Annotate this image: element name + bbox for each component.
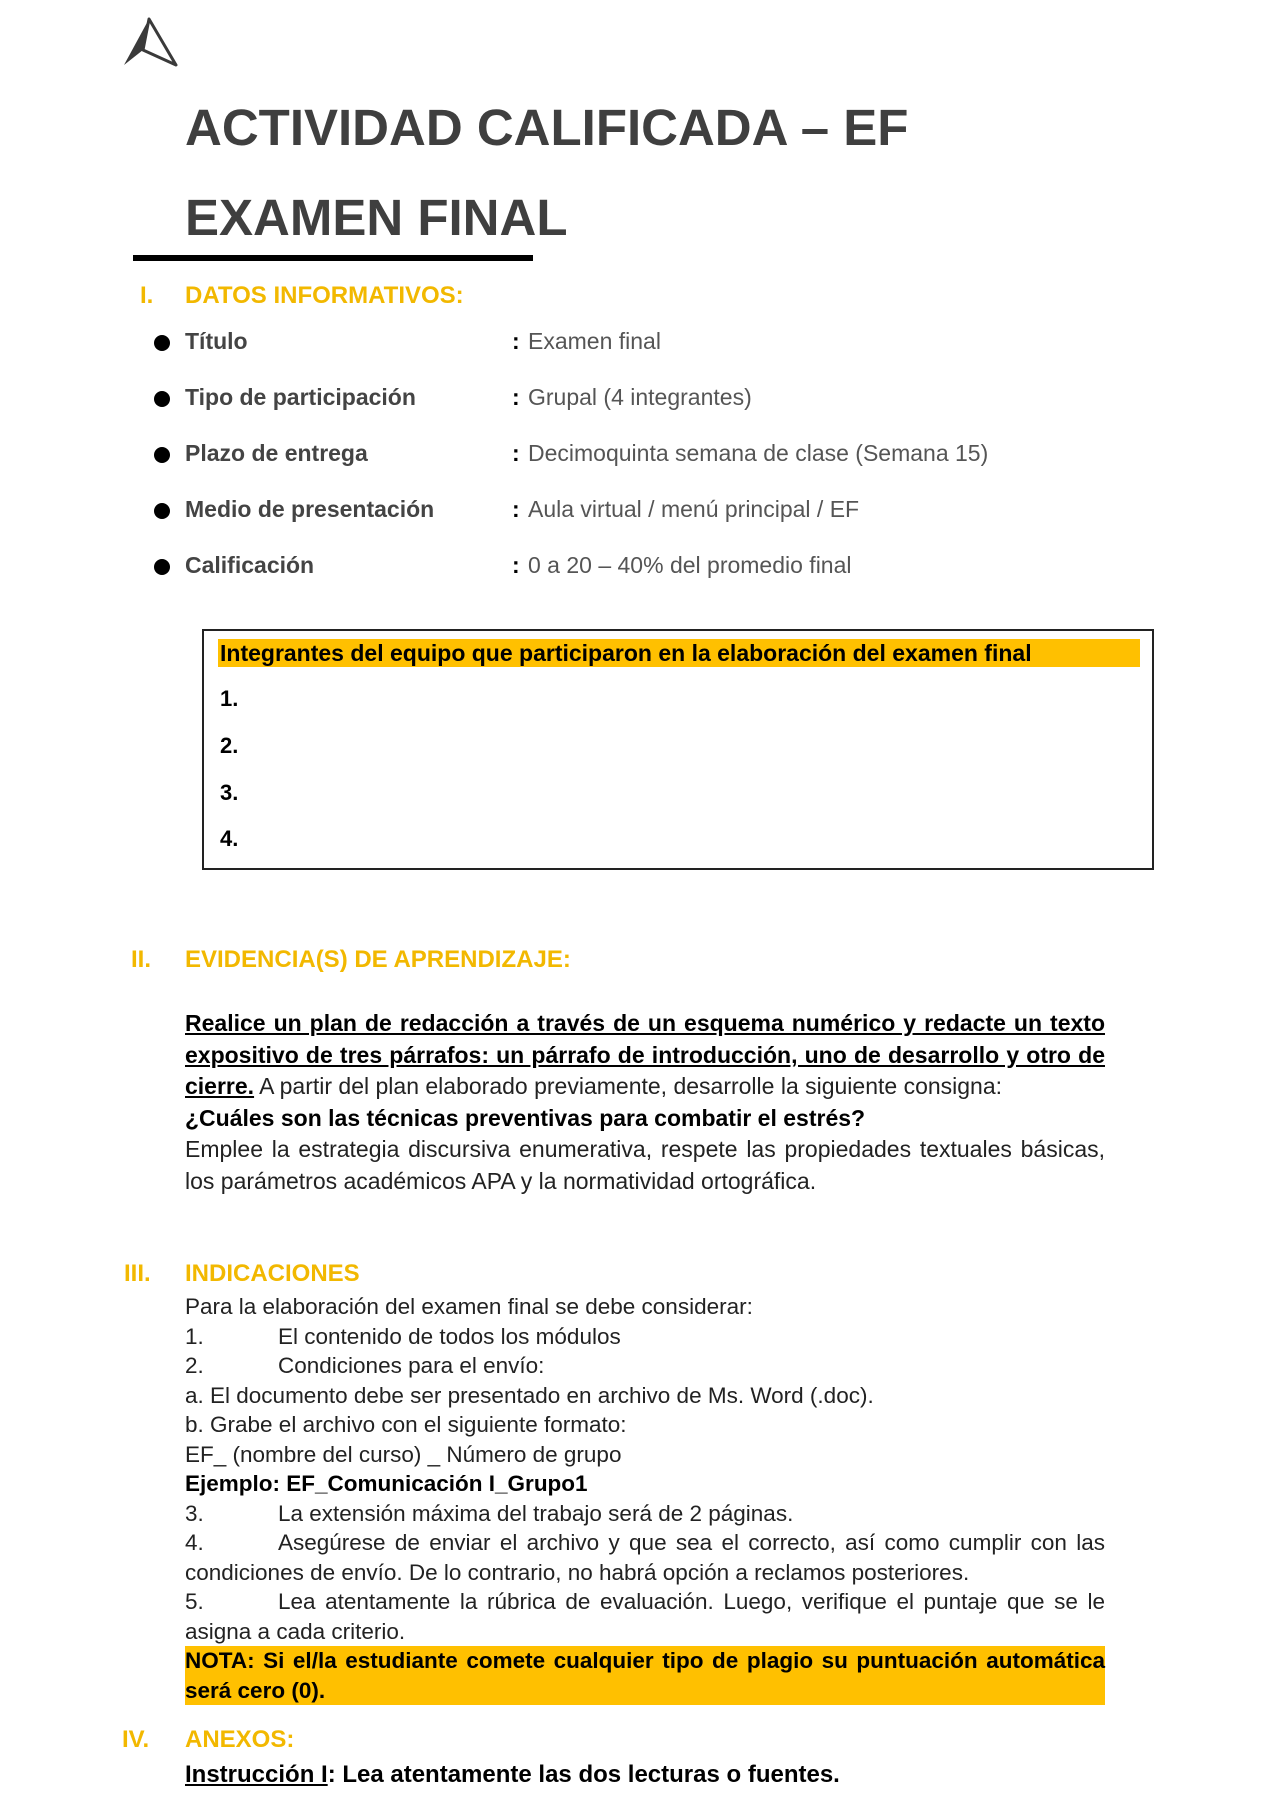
info-label: Título [185, 328, 248, 354]
item-text: Lea atentamente la rúbrica de evaluación. Luego, verifique el puntaje que se le asigna a cada criterio. [185, 1589, 1105, 1644]
item-number: 2. [185, 1353, 204, 1378]
indication-item [185, 1322, 1105, 1352]
item-number: 5. [185, 1589, 204, 1614]
team-member-number: 1. [220, 686, 239, 711]
item-number: 1. [185, 1323, 204, 1349]
info-colon: : [512, 496, 520, 522]
info-value: Decimoquinta semana de clase (Semana 15) [528, 440, 989, 466]
team-member-number: 4. [220, 826, 239, 851]
info-row-tipo [150, 381, 1150, 413]
bullet-icon [154, 447, 170, 463]
section4-title: ANEXOS: [185, 1726, 295, 1753]
file-format: EF_ (nombre del curso) _ Número de grupo [185, 1441, 622, 1467]
indication-item [185, 1351, 1105, 1381]
info-value: Grupal (4 integrantes) [528, 384, 752, 410]
page-title-line2: EXAMEN FINAL [185, 189, 568, 246]
evidence-instruction: Realice un plan de redacción a través de un esquema numérico y redacte un texto expositivo de tres párrafos: un párrafo de introducción, uno de desarrollo y otro de cierre. [185, 1010, 1105, 1099]
info-row-calificacion [150, 549, 1150, 581]
instruction-line [185, 1760, 840, 1790]
section3-number: III. [124, 1260, 151, 1287]
indications-intro: Para la elaboración del examen final se debe considerar: [185, 1294, 753, 1319]
info-value: Aula virtual / menú principal / EF [528, 496, 860, 522]
info-label: Calificación [185, 552, 315, 578]
bullet-icon [154, 391, 170, 407]
indication-item [185, 1587, 1105, 1646]
item-text: El contenido de todos los módulos [278, 1323, 621, 1349]
info-value: Examen final [528, 328, 661, 354]
instruction-text: : Lea atentamente las dos lecturas o fuentes. [327, 1761, 840, 1788]
item-text: Condiciones para el envío: [278, 1353, 545, 1378]
evidence-instruction-rest: A partir del plan elaborado previamente, desarrolle la siguiente consigna: [254, 1073, 1003, 1099]
team-box-heading: Integrantes del equipo que participaron en la elaboración del examen final [218, 639, 1140, 667]
evidence-paragraph [185, 1008, 1105, 1197]
info-label: Plazo de entrega [185, 440, 368, 466]
info-value: 0 a 20 – 40% del promedio final [528, 552, 852, 578]
evidence-closing: Emplee la estrategia discursiva enumerativa, respete las propiedades textuales básicas, los parámetros académicos APA y la normatividad ortográfica. [185, 1136, 1105, 1194]
bullet-icon [154, 559, 170, 575]
page-title-line1: ACTIVIDAD CALIFICADA – EF [185, 99, 909, 156]
evidence-question: ¿Cuáles son las técnicas preventivas para combatir el estrés? [185, 1104, 866, 1131]
file-format-example: Ejemplo: EF_Comunicación I_Grupo1 [185, 1471, 588, 1496]
indication-item [185, 1528, 1105, 1587]
info-row-plazo [150, 437, 1150, 469]
info-colon: : [512, 552, 520, 578]
info-row-titulo [150, 325, 1150, 357]
section4-number: IV. [122, 1726, 150, 1753]
info-label: Medio de presentación [185, 496, 435, 522]
indication-sub-b: b. Grabe el archivo con el siguiente formato: [185, 1412, 627, 1437]
section2-number: II. [131, 946, 152, 973]
item-text: Asegúrese de enviar el archivo y que sea el correcto, así como cumplir con las condiciones de envío. De lo contrario, no habrá opción a reclamos posteriores. [185, 1530, 1105, 1585]
team-member-number: 2. [220, 733, 239, 758]
item-text: La extensión máxima del trabajo será de 2 páginas. [278, 1500, 794, 1526]
info-colon: : [512, 440, 520, 466]
item-number: 4. [185, 1530, 204, 1555]
item-number: 3. [185, 1500, 204, 1526]
arrow-logo-icon [122, 17, 178, 67]
plagiarism-note: NOTA: Si el/la estudiante comete cualquier tipo de plagio su puntuación automática será cero (0). [185, 1646, 1105, 1705]
section2-title: EVIDENCIA(S) DE APRENDIZAJE: [185, 946, 571, 973]
team-members-box [202, 629, 1154, 870]
team-member-number: 3. [220, 780, 239, 805]
info-colon: : [512, 328, 520, 354]
indication-sub-a: a. El documento debe ser presentado en archivo de Ms. Word (.doc). [185, 1382, 874, 1408]
section3-title: INDICACIONES [185, 1260, 360, 1287]
indications-block [185, 1292, 1105, 1705]
bullet-icon [154, 335, 170, 351]
info-colon: : [512, 384, 520, 410]
title-underline [133, 255, 533, 261]
info-row-medio [150, 493, 1150, 525]
indication-item [185, 1499, 1105, 1529]
instruction-label: Instrucción I [185, 1761, 328, 1788]
section1-title: DATOS INFORMATIVOS: [185, 282, 464, 309]
info-label: Tipo de participación [185, 384, 416, 410]
bullet-icon [154, 503, 170, 519]
section1-number: I. [140, 282, 154, 309]
